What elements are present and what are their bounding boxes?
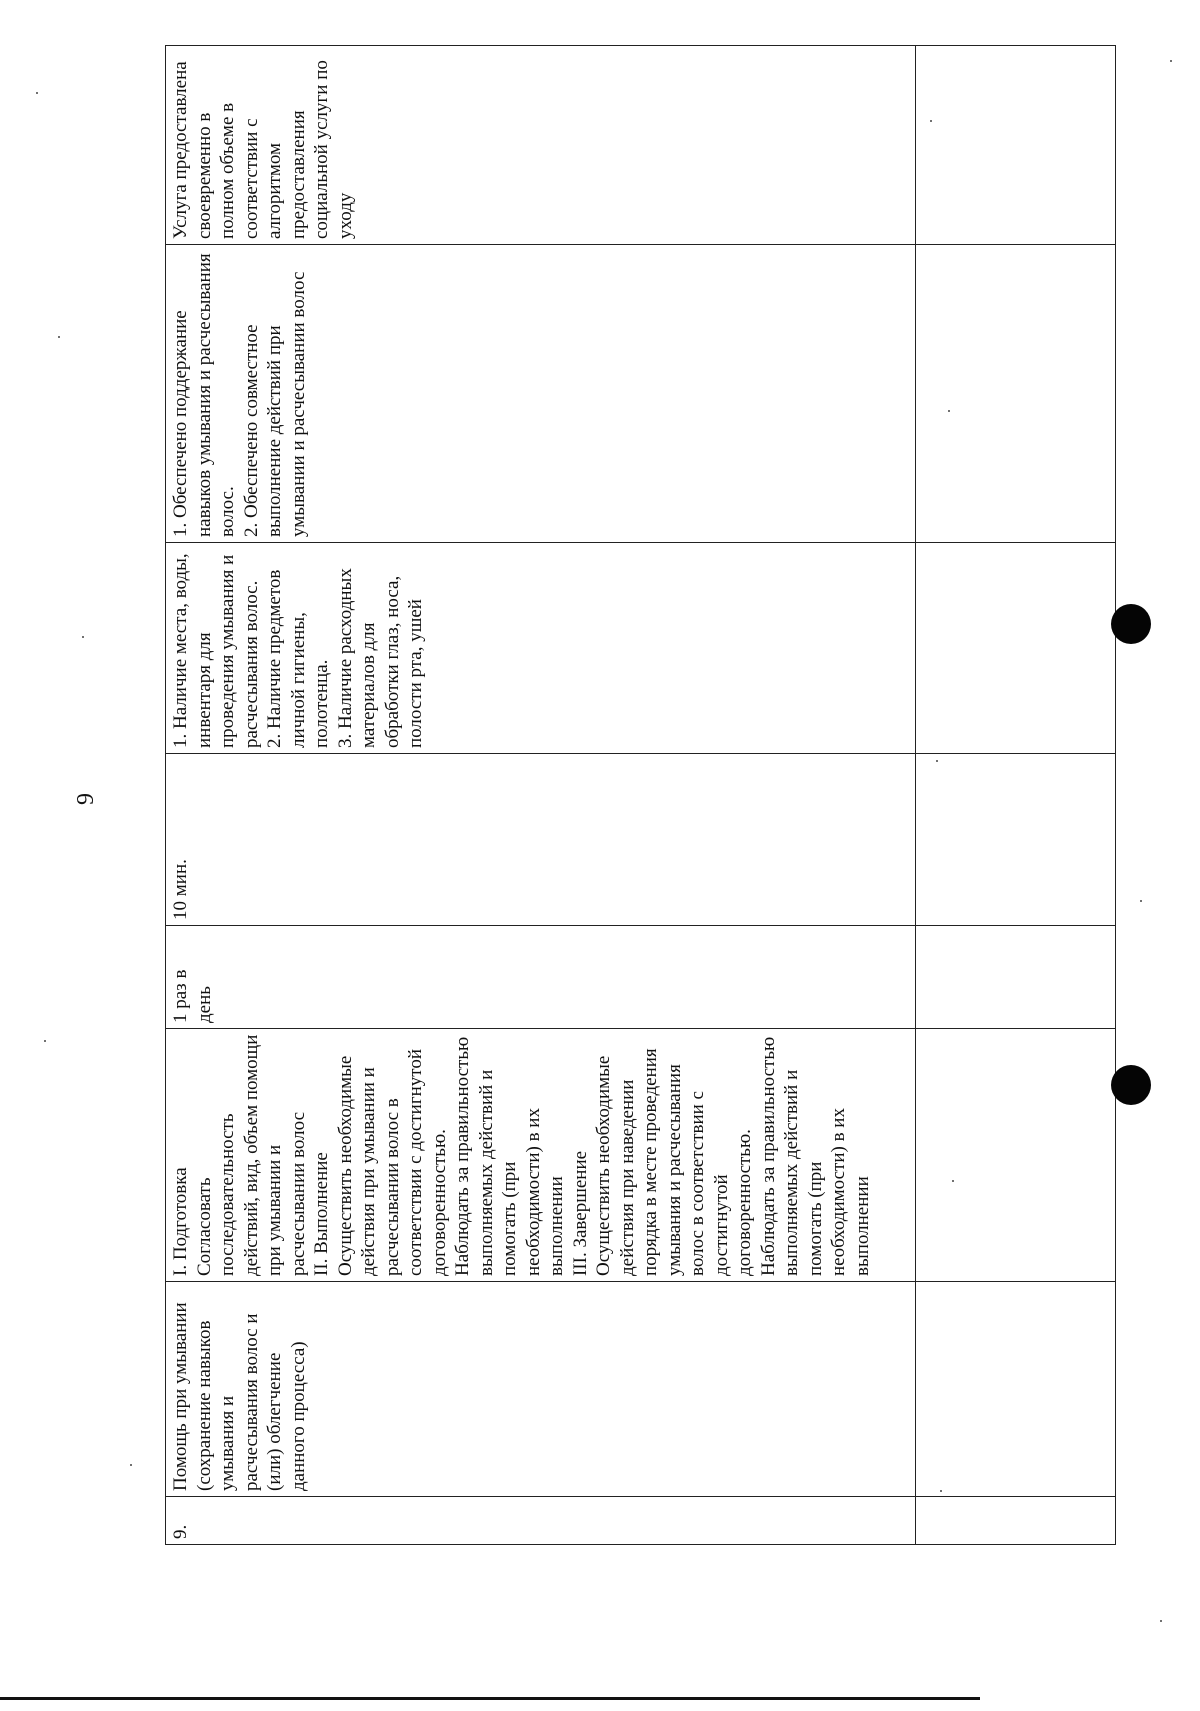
empty-cell (916, 1282, 1116, 1497)
scan-speck (58, 336, 60, 338)
scan-speck (940, 1490, 942, 1492)
empty-cell (916, 754, 1116, 926)
punch-hole-mark (1111, 1065, 1151, 1105)
duration-cell: 10 мин. (166, 754, 916, 926)
scan-speck (44, 1040, 46, 1042)
row-number-cell: 9. (166, 1497, 916, 1545)
table-row (166, 46, 916, 1545)
table-row-empty (916, 46, 1116, 1545)
empty-cell (916, 46, 1116, 245)
results-cell: 1. Обеспечено поддержание навыков умывания и расчесывания волос. 2. Обеспечено совместное выполнение действий при умывании и расчесывании волос (166, 245, 916, 543)
punch-hole-mark (1111, 604, 1151, 644)
service-name-cell: Помощь при умывании (сохранение навыков умывания и расчесывания волос и (или) облегчение данного процесса) (166, 1282, 916, 1497)
rotated-page-content (73, 45, 1115, 1545)
empty-cell (916, 1497, 1116, 1545)
frequency-cell: 1 раз в день (166, 926, 916, 1029)
scan-speck (930, 120, 932, 122)
scan-speck (36, 92, 38, 94)
scan-speck (82, 636, 84, 638)
scan-speck (130, 1464, 132, 1466)
empty-cell (916, 245, 1116, 543)
scan-speck (1160, 1620, 1162, 1622)
empty-cell (916, 1029, 1116, 1282)
scan-speck (1170, 60, 1172, 62)
scan-speck (1140, 900, 1142, 902)
scan-speck (936, 760, 938, 762)
scan-speck (948, 410, 950, 412)
page-number: 9 (73, 793, 99, 805)
conditions-cell: 1. Наличие места, воды, инвентаря для проведения умывания и расчесывания волос. 2. Наличие предметов личной гигиены, полотенца. 3. Наличие расходных материалов для обработки глаз, носа, полости рта, ушей (166, 543, 916, 754)
service-table (165, 45, 1116, 1545)
empty-cell (916, 926, 1116, 1029)
empty-cell (916, 543, 1116, 754)
quality-cell: Услуга предоставлена своевременно в полном объеме в соответствии с алгоритмом предоставления социальной услуги по уходу (166, 46, 916, 245)
algorithm-cell: I. Подготовка Согласовать последовательность действий, вид, объем помощи при умывании и расчесывании волос II. Выполнение Осуществить необходимые действия при умывании и расчесывании волос в соответствии с достигнутой договоренностью. Наблюдать за правильностью выполняемых действий и помогать (при необходимости) в их выполнении III. Завершение Осуществить необходимые действия при наведении порядка в месте проведения умывания и расчесывания волос в соответствии с достигнутой договоренностью. Наблюдать за правильностью выполняемых действий и помогать (при необходимости) в их выполнении (166, 1029, 916, 1282)
scan-edge-line (0, 1697, 980, 1700)
scan-speck (952, 1180, 954, 1182)
